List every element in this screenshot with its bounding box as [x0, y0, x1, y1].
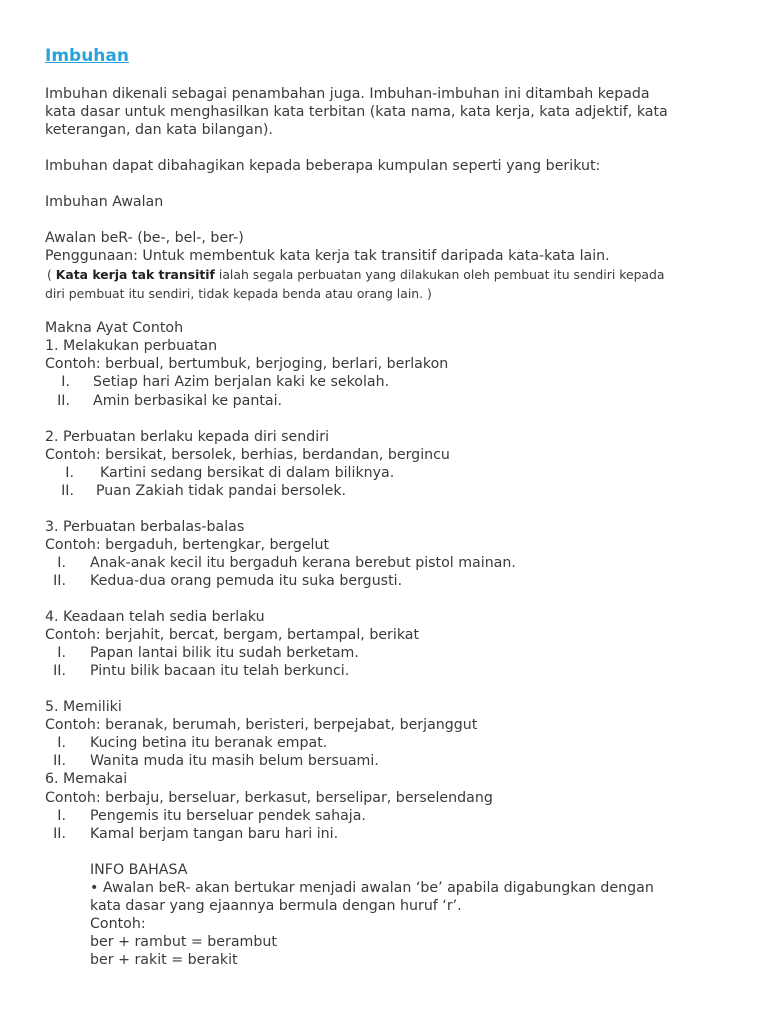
info-line-1: • Awalan beR- akan bertukar menjadi awalan ‘be’ apabila digabungkan dengan [90, 880, 654, 896]
list-item [48, 734, 327, 752]
list-item-text: Kartini sedang bersikat di dalam biliknya. [100, 465, 395, 481]
info-example-2: ber + rakit = berakit [90, 952, 238, 968]
intro-line-3: keterangan, dan kata bilangan). [45, 122, 273, 138]
list-item-number: I. [65, 465, 74, 481]
section-contoh: Contoh: bersikat, bersolek, berhias, berdandan, bergincu [45, 447, 450, 463]
list-item-number: I. [61, 374, 70, 390]
section-heading: 3. Perbuatan berbalas-balas [45, 519, 245, 535]
intro-line-1: Imbuhan dikenali sebagai penambahan juga. Imbuhan-imbuhan ini ditambah kepada [45, 86, 650, 102]
list-item-number: II. [53, 663, 66, 679]
list-item-number: I. [57, 555, 66, 571]
list-item-number: II. [61, 483, 74, 499]
section-contoh: Contoh: beranak, berumah, beristeri, berpejabat, berjanggut [45, 717, 478, 733]
section-contoh: Contoh: berbaju, berseluar, berkasut, berselipar, berselendang [45, 790, 493, 806]
note-rest-1: ialah segala perbuatan yang dilakukan oleh pembuat itu sendiri kepada [214, 267, 665, 282]
list-item-text: Papan lantai bilik itu sudah berketam. [90, 645, 359, 661]
section-heading: 2. Perbuatan berlaku kepada diri sendiri [45, 429, 330, 445]
division-text: Imbuhan dapat dibahagikan kepada beberapa kumpulan seperti yang berikut: [45, 158, 601, 174]
note-open: ( [47, 267, 56, 282]
section-heading: 1. Melakukan perbuatan [45, 338, 218, 354]
list-item [48, 752, 379, 770]
section-heading: 5. Memiliki [45, 699, 122, 715]
list-item-number: II. [57, 393, 70, 409]
subheading: Imbuhan Awalan [45, 194, 164, 210]
section-heading: 6. Memakai [45, 771, 128, 787]
list-item-number: II. [53, 826, 66, 842]
list-item [48, 644, 359, 662]
list-item [52, 392, 282, 410]
info-line-2: kata dasar yang ejaannya bermula dengan huruf ‘r’. [90, 898, 462, 914]
list-item-text: Kucing betina itu beranak empat. [90, 735, 328, 751]
list-item-text: Anak-anak kecil itu bergaduh kerana berebut pistol mainan. [90, 555, 516, 571]
list-item-text: Amin berbasikal ke pantai. [93, 393, 283, 409]
info-contoh: Contoh: [90, 916, 146, 932]
section-contoh: Contoh: berjahit, bercat, bergam, bertampal, berikat [45, 627, 420, 643]
penggunaan-text: Penggunaan: Untuk membentuk kata kerja tak transitif daripada kata-kata lain. [45, 248, 610, 264]
list-item-number: I. [57, 645, 66, 661]
list-item-number: II. [53, 753, 66, 769]
list-item [56, 482, 346, 500]
list-item [48, 554, 516, 572]
section-heading: 4. Keadaan telah sedia berlaku [45, 609, 265, 625]
list-item-text: Pintu bilik bacaan itu telah berkunci. [90, 663, 350, 679]
info-example-1: ber + rambut = berambut [90, 934, 277, 950]
list-item-text: Setiap hari Azim berjalan kaki ke sekolah. [93, 374, 390, 390]
list-item [48, 825, 338, 843]
intro-line-2: kata dasar untuk menghasilkan kata terbitan (kata nama, kata kerja, kata adjektif, kata [45, 104, 668, 120]
list-item [52, 373, 389, 391]
list-item [48, 662, 349, 680]
section-contoh: Contoh: bergaduh, bertengkar, bergelut [45, 537, 330, 553]
makna-header: Makna Ayat Contoh [45, 320, 184, 336]
info-title: INFO BAHASA [90, 862, 188, 878]
list-item [48, 807, 366, 825]
list-item-text: Kedua-dua orang pemuda itu suka bergusti. [90, 573, 403, 589]
section-contoh: Contoh: berbual, bertumbuk, berjoging, berlari, berlakon [45, 356, 449, 372]
list-item-text: Kamal berjam tangan baru hari ini. [90, 826, 339, 842]
list-item-text: Puan Zakiah tidak pandai bersolek. [96, 483, 347, 499]
awalan-text: Awalan beR- (be-, bel-, ber-) [45, 230, 244, 246]
note-bold-term: Kata kerja tak transitif [55, 267, 215, 282]
list-item [56, 464, 394, 482]
list-item-text: Wanita muda itu masih belum bersuami. [90, 753, 379, 769]
note-line-2: diri pembuat itu sendiri, tidak kepada benda atau orang lain. ) [45, 286, 432, 301]
list-item-number: I. [57, 735, 66, 751]
list-item-number: I. [57, 808, 66, 824]
list-item-text: Pengemis itu berseluar pendek sahaja. [90, 808, 366, 824]
page-title: Imbuhan [45, 46, 129, 66]
note-line-1 [47, 266, 664, 284]
list-item-number: II. [53, 573, 66, 589]
list-item [48, 572, 402, 590]
